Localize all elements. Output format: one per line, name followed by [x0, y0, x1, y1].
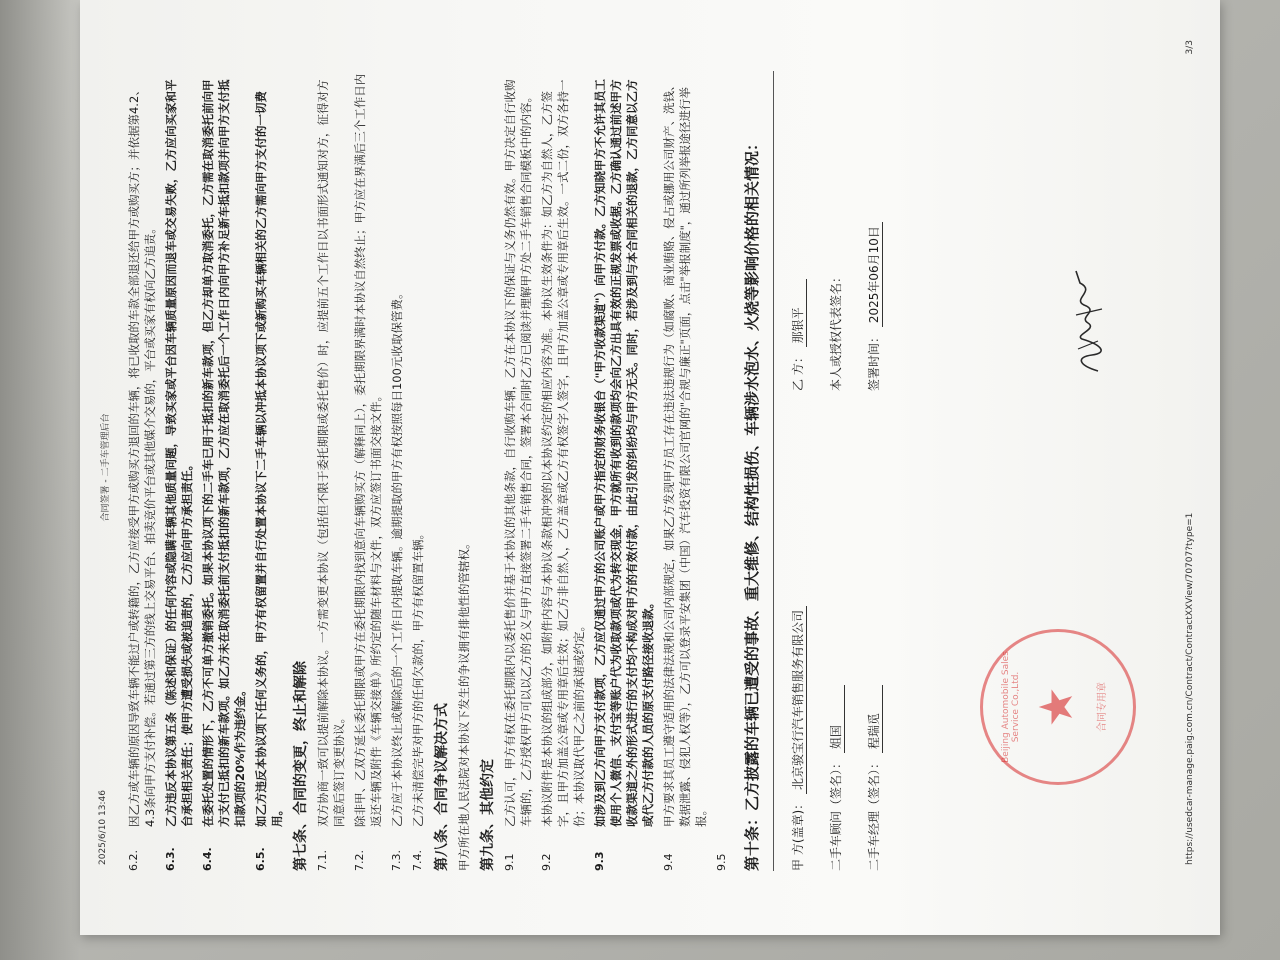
clause-number: 9.5	[715, 853, 728, 871]
clause-6-3	[163, 71, 195, 871]
date-label: 签署时间：	[867, 330, 881, 391]
clause-number: 7.1.	[316, 850, 329, 871]
signature-block	[784, 71, 934, 871]
party-a-label: 甲 方(盖章)：	[791, 797, 805, 871]
contract-content	[126, 71, 934, 871]
party-a-value: 北京骏宝行汽车销售服务有限公司	[790, 606, 807, 794]
clause-number: 9.3	[593, 851, 606, 871]
clause-6-5	[253, 71, 285, 871]
clause-number: 9.4	[662, 853, 675, 871]
divider	[773, 71, 774, 871]
clause-text: 如涉及到乙方向甲方支付款项，乙方应仅通过甲方的公司账户或甲方指定的财务收银台（"甲方收款渠道"）向甲方付款。乙方知晓甲方不允许其员工使用个人微信、支付宝等账户代为收取款项或代为转交现金，甲方就所有收到的款项均会向乙方出具有效的正规发票或收据。乙方确认通过前述甲方收款渠道之外的形式进行的支付均不构成对甲方的有效付款，由此引发的纠纷均与甲方无关。同时，若涉及到与本合同相关的退款，乙方同意以乙方或代乙方付款的人员的原支付路径接收退款。	[593, 79, 655, 827]
clause-text: 因乙方或车辆的原因导致车辆不能过户或转籍的，乙方应接受甲方或购买方退回的车辆，将已收取的车款全部退还给甲方或购买方；并依据第4.2、4.3条向甲方支付补偿。若通过第三方的线上交易平台、拍卖竞价平台或其他媒介交易的，平台或买家有权向乙方追责。	[127, 84, 157, 827]
seal-star-icon: ★	[1029, 686, 1083, 728]
clause-number: 6.5.	[254, 847, 267, 871]
clause-number: 6.2.	[127, 850, 140, 871]
clause-number: 7.3.	[390, 850, 403, 871]
party-b-value: 那银平	[790, 279, 807, 347]
manager-row	[866, 685, 883, 871]
clause-number: 6.3.	[164, 847, 177, 871]
rep-row	[828, 271, 844, 391]
rep-label: 本人或授权代表签名：	[829, 270, 843, 391]
section-9-title: 第九条、其他约定	[480, 759, 496, 871]
clause-text: 除非甲、乙双方延长委托期限或甲方在委托期限内找到意向车辆购买方（解释同上），委托期限界满时本协议自然终止；甲方应在界满后三个工作日内返还车辆及附件《车辆交接单》所约定的随车材料与文件，双方应签订书面交接文件。	[353, 73, 383, 827]
contract-page	[80, 0, 1220, 935]
manager-value: 程瑞觅	[866, 685, 883, 753]
clause-text: 本协议附件是本协议的组成部分，如附件内容与本协议条款相冲突的以本协议约定的相应内容为准。本协议生效条件为：如乙方为自然人，乙方签字，且甲方加盖公章或专用章后生效；如乙方非自然人，乙方盖章或乙方有权签字人签字，且甲方加盖公章或专用章后生效。一式二份，双方各持一份；本协议取代甲乙之前的承诺或约定。	[540, 79, 586, 827]
print-timestamp: 2025/6/10 13:46	[98, 790, 108, 865]
section-10-title: 第十条：乙方披露的车辆已遭受的事故、重大维修、结构性损伤、车辆涉水泡水、火烧等影响价格的相关情况：	[743, 135, 761, 871]
clause-number: 7.2.	[353, 850, 366, 871]
date-row	[866, 222, 883, 391]
date-value: 2025年06月10日	[866, 222, 883, 327]
clause-text: 甲方要求其员工遵守适用的法律法规和公司内部规定，如果乙方发现甲方员工存在违法违规行为（如腐败、商业贿赂、侵占或挪用公司财产、洗钱、数据泄露、侵犯人权等），乙方可以登录平安集团（中国）汽车投资有限公司官网的"合规与廉正"页面，点击"举报制度"，通过所列举报途径进行举报。	[662, 79, 708, 827]
clause-7-3	[389, 71, 405, 871]
clause-9-1	[502, 71, 534, 871]
clause-text	[714, 71, 730, 827]
print-url: https://usedcar-manage.paig.com.cn/Contract/ContractXXView/70707?type=1	[1185, 512, 1195, 865]
consultant-row	[828, 685, 845, 871]
clause-6-2	[126, 71, 158, 871]
company-seal	[980, 629, 1136, 785]
clause-text: 乙方认可，甲方有权在委托期限内以委托售价并基于本协议的其他条款，自行收购车辆，乙方在本协议下的保证与义务仍然有效。甲方决定自行收购车辆的，乙方授权甲方可以以乙方的名义与甲方直接签署二手车销售合同，签署本合同时乙方已阅读并理解甲方处二手车销售合同模板中的内容。	[503, 79, 533, 827]
clause-number: 9.2	[540, 853, 553, 871]
party-b-label: 乙 方：	[791, 351, 805, 391]
clause-7-4	[410, 71, 426, 871]
clause-text: 在委托处置的情形下，乙方不可单方撤销委托。如果本协议项下的二手车已用于抵扣的新车款项，但乙方却单方取消委托，乙方需在取消委托前向甲方支付已抵扣的新车款项。如乙方未在取消委托前支付抵扣的新车款项，乙方应在取消委托后一个工作日内向甲方补足新车抵扣款项并向甲方支付抵扣款项的20%作为违约金。	[201, 79, 247, 827]
document-paper	[80, 0, 1220, 935]
clause-number: 6.4.	[201, 847, 214, 871]
manager-label: 二手车经理（签名）：	[867, 756, 881, 871]
section-7-title: 第七条、合同的变更，终止和解除	[293, 661, 309, 871]
clause-9-2	[539, 71, 587, 871]
clause-7-2	[352, 71, 384, 871]
party-b-row	[790, 279, 807, 391]
print-site-title: 合同签署 - 二手车管理后台	[101, 413, 111, 522]
clause-9-5	[714, 71, 730, 871]
clause-number: 9.1	[503, 853, 516, 871]
section-8-title: 第八条、合同争议解决方式	[434, 703, 450, 871]
handwritten-signature	[1068, 265, 1108, 375]
seal-ring-text: Beijing Automobile Sales Service Co.,Ltd.	[1001, 651, 1021, 763]
clause-text: 双方协商一致可以提前解除本协议。一方需变更本协议（包括但不限于委托期限或委托售价）时，应提前五个工作日以书面形式通知对方，征得对方同意后签订变更协议。	[316, 79, 346, 827]
clause-9-3	[592, 71, 656, 871]
seal-inner-text: 合同专用章	[1097, 682, 1108, 732]
consultant-value: 姐国	[828, 685, 845, 753]
page-number: 3/3	[1185, 40, 1195, 55]
clause-number: 7.4.	[411, 850, 424, 871]
clause-text: 乙方应于本协议终止或解除后的一个工作日内提取车辆。逾期提取的甲方有权按照每日100元收取保管费。	[390, 287, 404, 827]
party-a-row	[790, 606, 807, 871]
clause-7-1	[315, 71, 347, 871]
consultant-label: 二手车顾问（签名）：	[829, 756, 843, 871]
background-edge	[0, 0, 80, 960]
clause-9-4	[661, 71, 709, 871]
clause-text: 甲方所在地人民法院对本协议下发生的争议拥有排他性的管辖权。	[457, 537, 471, 871]
clause-text: 如乙方违反本协议项下任何义务的，甲方有权留置并自行处置本协议下二手车辆以冲抵本协议项下或新购买车辆相关的乙方需向甲方支付的一切费用。	[254, 91, 284, 827]
clause-text: 乙方未清偿完毕对甲方的任何欠款的，甲方有权留置车辆。	[411, 528, 425, 827]
clause-8	[456, 71, 472, 871]
clause-text: 乙方违反本协议第五条（陈述和保证）的任何内容或隐瞒车辆其他质量问题，导致买家或平台因车辆质量原因而退车或交易失败，乙方应向买家和平台承担相关责任；使甲方遭受损失或被追责的，乙方应向甲方承担责任。	[164, 79, 194, 827]
clause-6-4	[200, 71, 248, 871]
